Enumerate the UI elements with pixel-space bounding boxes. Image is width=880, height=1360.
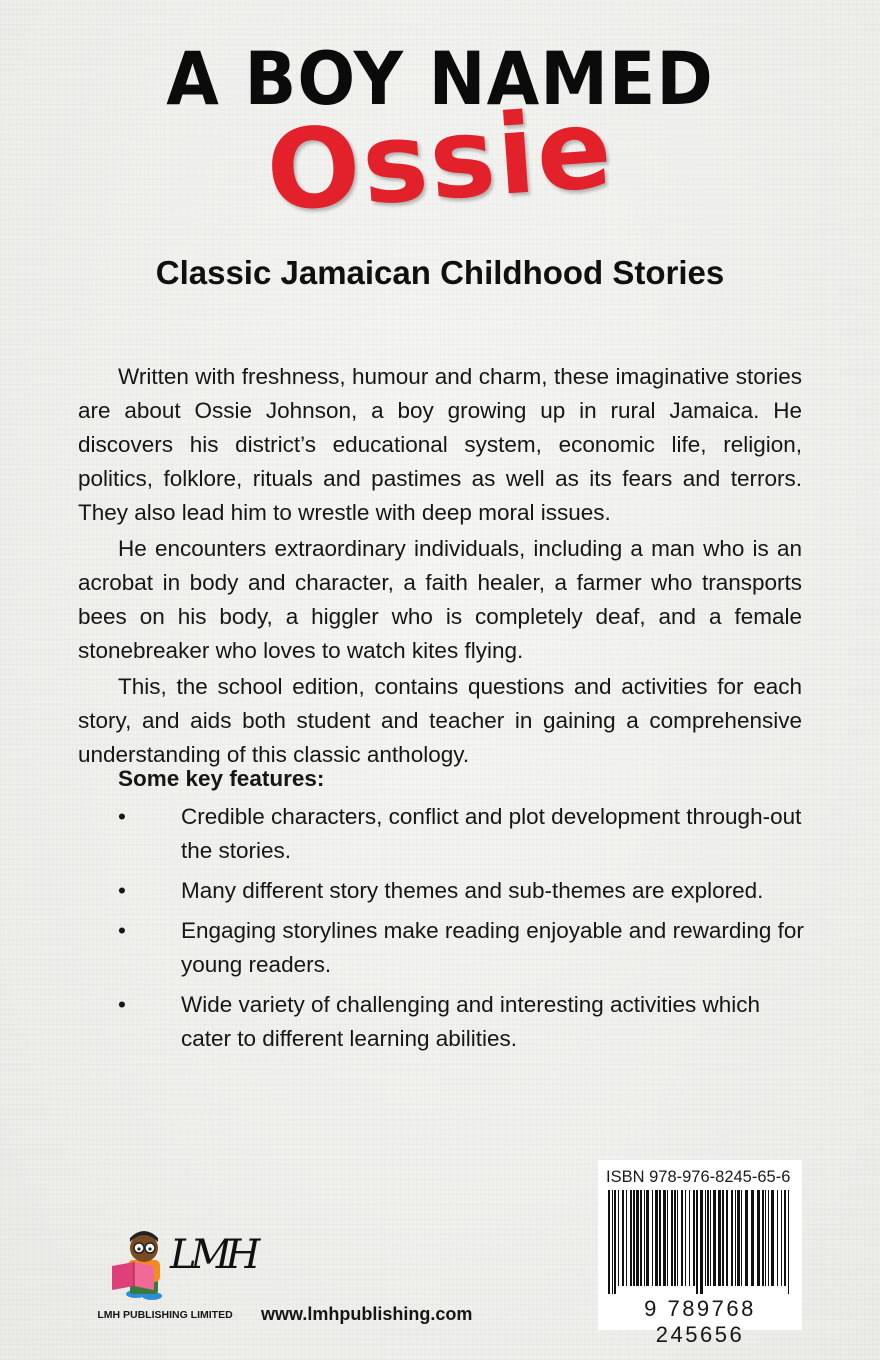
barcode-bar <box>633 1190 635 1286</box>
bullet-icon: • <box>118 804 126 829</box>
features-list <box>118 800 808 1062</box>
barcode-bar <box>705 1190 706 1286</box>
paragraph: Written with freshness, humour and charm, these imaginative stories are about Ossie Johnson, a boy growing up in rural Jamaica. He discovers his district’s educational system, economic life, religion, politics, folklore, rituals and pastimes as well as its fears and terrors. They also lead him to wrestle with deep moral issues. <box>78 364 802 525</box>
barcode-bar <box>646 1190 649 1286</box>
barcode-bar <box>663 1190 666 1286</box>
barcode-bar <box>667 1190 668 1286</box>
barcode-bar <box>784 1190 786 1286</box>
subtitle: Classic Jamaican Childhood Stories <box>155 254 725 291</box>
publisher-logo <box>104 1226 254 1315</box>
barcode-bar <box>618 1190 619 1286</box>
feature-text: Wide variety of challenging and interesting activities which cater to different learning abilities. <box>181 992 761 1051</box>
blurb <box>78 360 802 774</box>
list-item <box>118 800 808 868</box>
barcode-bar <box>757 1190 760 1286</box>
barcode-bar <box>707 1190 709 1286</box>
barcode-bar <box>693 1190 695 1286</box>
bullet-icon: • <box>118 918 126 943</box>
features-heading: Some key features: <box>118 766 325 791</box>
list-item <box>118 988 808 1056</box>
bullet-icon: • <box>118 878 126 903</box>
barcode-bar <box>608 1190 610 1294</box>
barcode-icon <box>604 1190 796 1294</box>
barcode-bar <box>745 1190 748 1286</box>
feature-text: Many different story themes and sub-themes are explored. <box>181 878 764 903</box>
barcode-bar <box>731 1190 733 1286</box>
barcode-bar <box>777 1190 778 1286</box>
list-item <box>118 874 808 908</box>
bullet-icon: • <box>118 992 126 1017</box>
barcode-bar <box>737 1190 740 1286</box>
barcode-bar <box>762 1190 764 1286</box>
barcode-bar <box>677 1190 678 1286</box>
barcode-bar <box>685 1190 686 1286</box>
barcode-bar <box>718 1190 721 1286</box>
barcode-bar <box>636 1190 639 1286</box>
barcode-bar <box>726 1190 728 1286</box>
barcode-bar <box>644 1190 645 1286</box>
barcode-bar <box>622 1190 624 1286</box>
barcode-bar <box>735 1190 736 1286</box>
barcode-bar <box>659 1190 661 1286</box>
paragraph: This, the school edition, contains questions and activities for each story, and aids both student and teacher in gaining a comprehensive understanding of this classic anthology. <box>78 674 802 767</box>
barcode-bar <box>765 1190 766 1286</box>
barcode-bar <box>771 1190 774 1286</box>
barcode-bar <box>700 1190 703 1294</box>
barcode-bar <box>614 1190 616 1294</box>
logo-letters: LMH <box>170 1232 255 1278</box>
publisher-name: LMH PUBLISHING LIMITED <box>97 1309 233 1321</box>
barcode-bar <box>713 1190 716 1286</box>
title-main: A BOY NAMED <box>166 36 714 123</box>
barcode-bar <box>652 1190 653 1286</box>
barcode-bar <box>741 1190 742 1286</box>
barcode-bar <box>655 1190 658 1286</box>
feature-text: Engaging storylines make reading enjoyable and rewarding for young readers. <box>181 918 804 977</box>
barcode-bar <box>788 1190 789 1294</box>
barcode-bar <box>674 1190 676 1286</box>
barcode-bar <box>781 1190 782 1286</box>
barcode-bar <box>640 1190 642 1286</box>
barcode-bar <box>681 1190 683 1286</box>
barcode-bar <box>671 1190 673 1286</box>
barcode-bar <box>626 1190 627 1286</box>
website-link[interactable]: www.lmhpublishing.com <box>261 1304 473 1324</box>
feature-text: Credible characters, conflict and plot development through-out the stories. <box>181 804 802 863</box>
barcode-bar <box>630 1190 632 1286</box>
list-item <box>118 914 808 982</box>
barcode-bar <box>612 1190 613 1294</box>
title-name: Ossie <box>262 84 618 236</box>
paragraph: He encounters extraordinary individuals, including a man who is an acrobat in body and character, a faith healer, a farmer who transports bees on his body, a higgler who is completely deaf, and a female stonebreaker who loves to watch kites flying. <box>78 536 802 663</box>
barcode-bar <box>710 1190 711 1286</box>
barcode-bar <box>696 1190 698 1294</box>
isbn-label: ISBN 978-976-8245-65-6 <box>606 1168 791 1186</box>
barcode-bar <box>722 1190 724 1286</box>
barcode-panel <box>598 1160 802 1347</box>
barcode-bar <box>768 1190 769 1286</box>
barcode-bar <box>689 1190 690 1286</box>
barcode-bar <box>751 1190 754 1286</box>
barcode-digits: 9 789768 245656 <box>644 1296 756 1347</box>
